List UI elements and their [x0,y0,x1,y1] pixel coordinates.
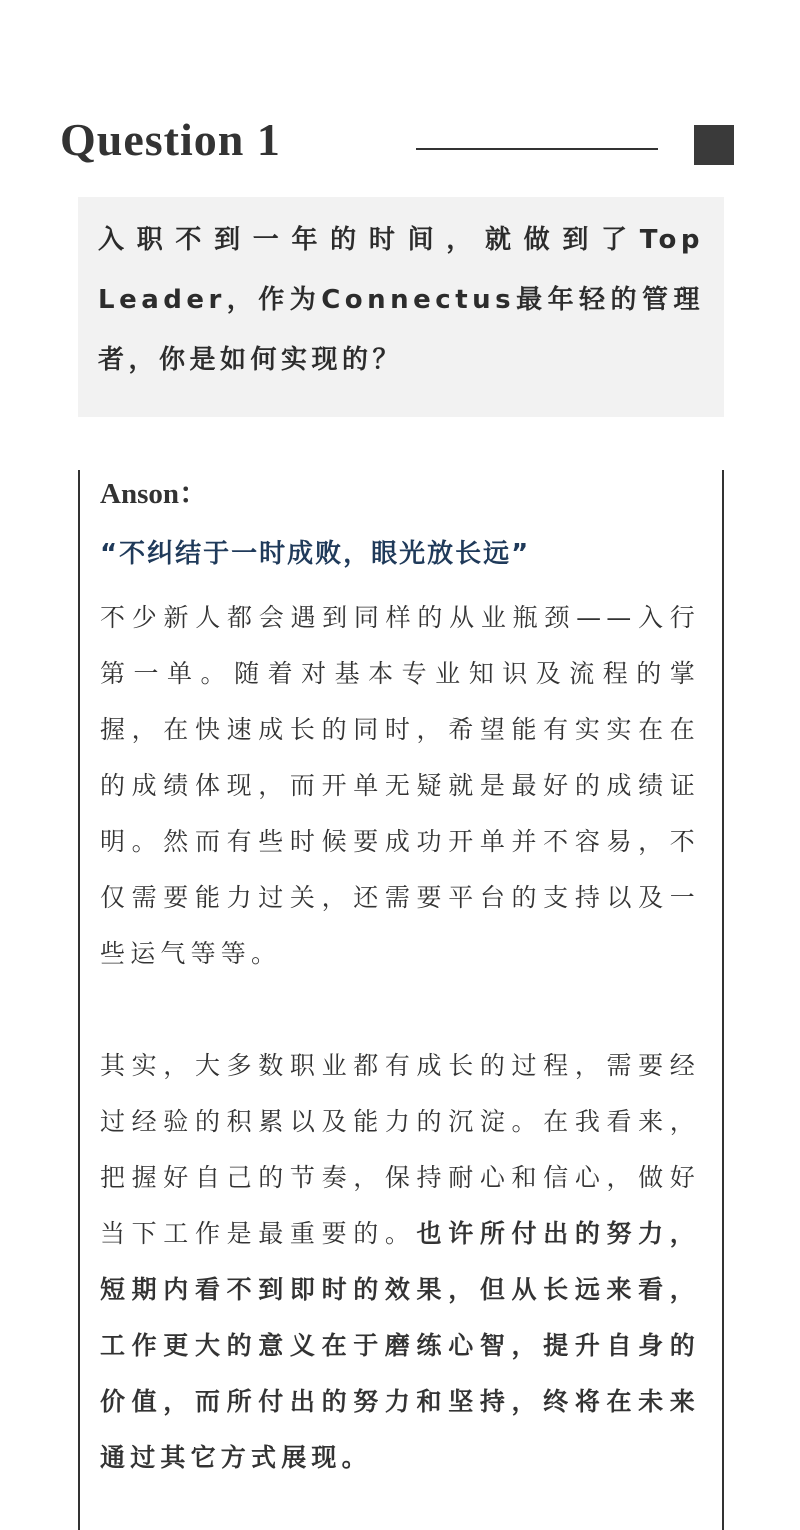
answer-paragraph-2 [100,1038,700,1486]
answer-section [78,470,724,1530]
paragraph-2-text: 其实，大多数职业都有成长的过程，需要经过经验的积累以及能力的沉淀。在我看来，把握好自己的节奏，保持耐心和信心，做好当下工作是最重要的。 [100,1051,700,1248]
paragraph-2-emphasis: 也许所付出的努力，短期内看不到即时的效果，但从长远来看，工作更大的意义在于磨练心智，提升自身的价值，而所付出的努力和坚持，终将在未来通过其它方式展现。 [100,1219,700,1472]
question-text: 入职不到一年的时间，就做到了Top Leader，作为Connectus最年轻的管理者，你是如何实现的？ [98,225,704,375]
answer-quote: “不纠结于一时成败，眼光放长远” [100,539,531,569]
title-divider-line [416,148,658,150]
question-box [78,197,724,417]
speaker-name: Anson： [100,478,208,510]
answer-paragraph-1: 不少新人都会遇到同样的从业瓶颈——入行第一单。随着对基本专业知识及流程的掌握，在快速成长的同时，希望能有实实在在的成绩体现，而开单无疑就是最好的成绩证明。然而有些时候要成功开单并不容易，不仅需要能力过关，还需要平台的支持以及一些运气等等。 [100,603,700,968]
decorative-square [694,125,734,165]
question-title: Question 1 [60,114,281,165]
